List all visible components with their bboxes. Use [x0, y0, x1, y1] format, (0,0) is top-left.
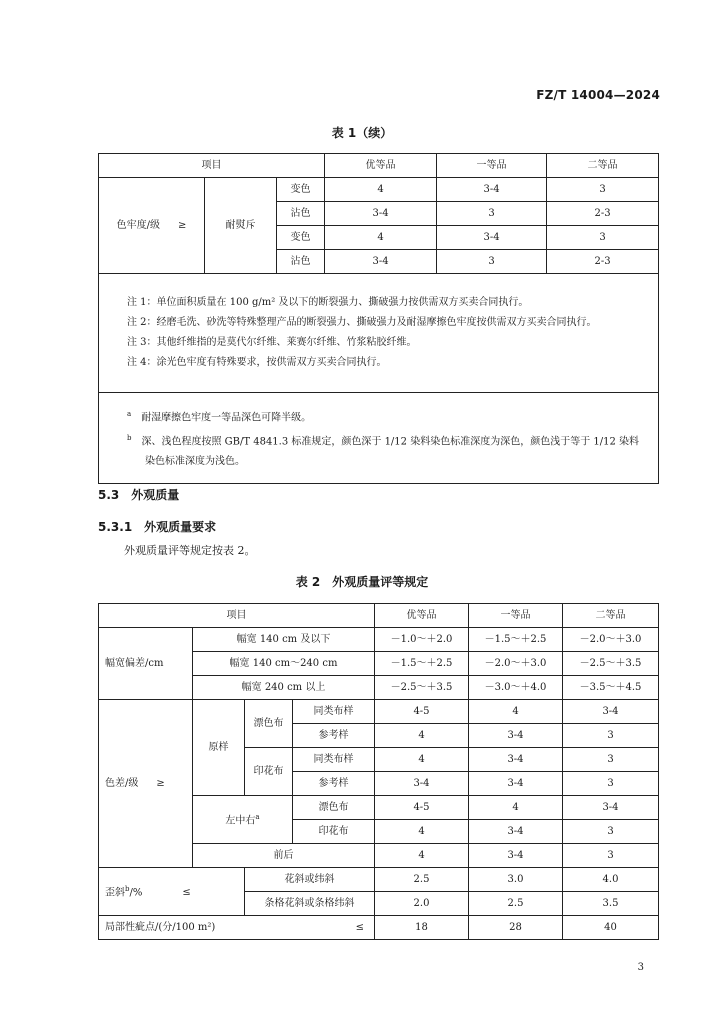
- section-heading: 5.3 外观质量: [98, 488, 180, 502]
- table2-header-qualified: 二等品: [563, 604, 659, 628]
- table1-notes: [99, 274, 659, 393]
- cell: －3.5～＋4.5: [563, 676, 659, 700]
- table1-header-item: 项目: [99, 154, 325, 178]
- cell: 3: [547, 178, 659, 202]
- cell: 参考样: [293, 724, 375, 748]
- cell: 沾色: [277, 202, 325, 226]
- defect-label: 局部性疵点/(分/100 m²) ≤: [99, 916, 375, 940]
- cell: 沾色: [277, 250, 325, 274]
- table2-header-premium: 优等品: [375, 604, 469, 628]
- cell: 3-4: [375, 772, 469, 796]
- table1-subgroup: 耐熨斥: [205, 178, 277, 274]
- cell: －2.5～＋3.5: [375, 676, 469, 700]
- printed-cloth: 印花布: [245, 748, 293, 796]
- cell: 条格花斜或条格纬斜: [245, 892, 375, 916]
- cell: 4: [375, 724, 469, 748]
- cell: 4.0: [563, 868, 659, 892]
- cell: －2.0～＋3.0: [469, 652, 563, 676]
- cell: 3: [437, 202, 547, 226]
- cell: 3-4: [469, 724, 563, 748]
- cell: 3: [563, 844, 659, 868]
- paragraph: 外观质量评等规定按表 2。: [124, 544, 256, 557]
- cell: 4-5: [375, 796, 469, 820]
- note: 注 2：经磨毛洗、砂洗等特殊整理产品的断裂强力、撕破强力及耐湿摩擦色牢度按供需双方买卖合同执行。: [127, 317, 597, 328]
- subsection-heading: 5.3.1 外观质量要求: [98, 520, 217, 534]
- footnote: $^b$ 深、浅色程度按照 GB/T 4841.3 标准规定，颜色深于 1/12 染料染色标准深度为深色，颜色浅于等于 1/12 染料: [127, 434, 640, 448]
- table1-footnotes: [99, 393, 659, 484]
- dyed-cloth: 漂色布: [245, 700, 293, 748]
- cell: －3.0～＋4.0: [469, 676, 563, 700]
- cell: 3-4: [563, 796, 659, 820]
- cell: 幅宽 240 cm 以上: [193, 676, 375, 700]
- cell: 幅宽 140 cm～240 cm: [193, 652, 375, 676]
- table1-header-premium: 优等品: [325, 154, 437, 178]
- cell: 3: [547, 226, 659, 250]
- cell: 参考样: [293, 772, 375, 796]
- cell: －2.0～＋3.0: [563, 628, 659, 652]
- cell: 3: [563, 820, 659, 844]
- table-row: [99, 628, 659, 652]
- table1-header-first: 一等品: [437, 154, 547, 178]
- cell: 2-3: [547, 202, 659, 226]
- cell: 3.5: [563, 892, 659, 916]
- cell: 3: [563, 748, 659, 772]
- cell: 漂色布: [293, 796, 375, 820]
- table2-header-first: 一等品: [469, 604, 563, 628]
- cell: 印花布: [293, 820, 375, 844]
- cell: 4: [469, 796, 563, 820]
- cell: 同类布样: [293, 748, 375, 772]
- cell: 3-4: [469, 772, 563, 796]
- cell: 3-4: [437, 226, 547, 250]
- cell: 3-4: [325, 202, 437, 226]
- cell: 4: [325, 226, 437, 250]
- cell: 2.5: [469, 892, 563, 916]
- cell: 幅宽 140 cm 及以下: [193, 628, 375, 652]
- page-number: 3: [637, 962, 644, 973]
- cell: 变色: [277, 226, 325, 250]
- cell: 3-4: [469, 748, 563, 772]
- cell: 花斜或纬斜: [245, 868, 375, 892]
- table2-header-item: 项目: [99, 604, 375, 628]
- color-group: 色差/级 ≥: [99, 700, 193, 868]
- table1: [98, 153, 659, 484]
- left-middle-right: 左中右$^a$: [193, 796, 293, 844]
- note: 注 1：单位面积质量在 100 g/m² 及以下的断裂强力、撕破强力按供需双方买卖合同执行。: [127, 297, 529, 308]
- cell: 2.0: [375, 892, 469, 916]
- table1-caption: 表 1（续）: [331, 126, 393, 140]
- table1-row-group: 色牢度/级 ≥: [99, 178, 205, 274]
- cell: 4: [469, 700, 563, 724]
- cell: 3.0: [469, 868, 563, 892]
- cell: 3: [563, 772, 659, 796]
- cell: 2.5: [375, 868, 469, 892]
- cell: 18: [375, 916, 469, 940]
- note: 注 4：涂光色牢度有特殊要求，按供需双方买卖合同执行。: [127, 357, 387, 368]
- cell: －2.5～＋3.5: [563, 652, 659, 676]
- note: 注 3：其他纤维指的是莫代尔纤维、莱赛尔纤维、竹浆粘胶纤维。: [127, 337, 417, 348]
- table-row: [99, 700, 659, 724]
- cell: 2-3: [547, 250, 659, 274]
- table-row: [99, 916, 659, 940]
- cell: 3-4: [469, 820, 563, 844]
- cell: －1.5～＋2.5: [469, 628, 563, 652]
- cell: 28: [469, 916, 563, 940]
- width-group: 幅宽偏差/cm: [99, 628, 193, 700]
- cell: 前后: [193, 844, 375, 868]
- cell: 4-5: [375, 700, 469, 724]
- cell: 3: [437, 250, 547, 274]
- cell: 3-4: [469, 844, 563, 868]
- footnote: $^a$ 耐湿摩擦色牢度一等品深色可降半级。: [127, 409, 312, 423]
- cell: 4: [375, 844, 469, 868]
- cell: 4: [375, 748, 469, 772]
- cell: 3-4: [325, 250, 437, 274]
- cell: 3-4: [563, 700, 659, 724]
- table2-caption: 表 2 外观质量评等规定: [295, 575, 429, 589]
- footnote-continuation: 染色标准深度为浅色。: [145, 456, 245, 468]
- cell: －1.0～＋2.0: [375, 628, 469, 652]
- table2: [98, 603, 659, 940]
- cell: 同类布样: [293, 700, 375, 724]
- standard-number: FZ/T 14004—2024: [536, 88, 660, 102]
- cell: 3: [563, 724, 659, 748]
- table-row: [99, 868, 659, 892]
- original-sample: 原样: [193, 700, 245, 796]
- cell: －1.5～＋2.5: [375, 652, 469, 676]
- table-row: [99, 178, 659, 202]
- cell: 变色: [277, 178, 325, 202]
- cell: 3-4: [437, 178, 547, 202]
- cell: 4: [375, 820, 469, 844]
- cell: 40: [563, 916, 659, 940]
- skew-group: 歪斜$^b$/% ≤: [99, 868, 245, 916]
- cell: 4: [325, 178, 437, 202]
- table1-header-qualified: 二等品: [547, 154, 659, 178]
